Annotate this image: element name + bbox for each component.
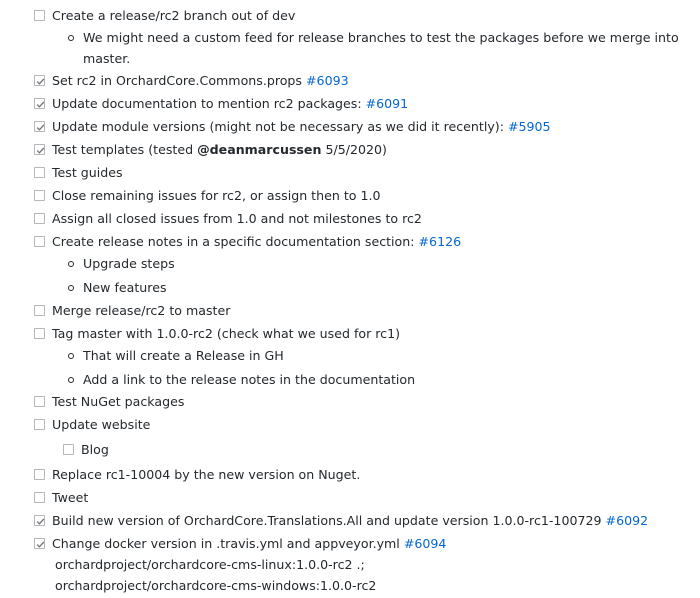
- docker-image-windows: [55, 577, 376, 594]
- issue-link[interactable]: #6126: [418, 234, 462, 249]
- issue-link[interactable]: #5905: [507, 119, 551, 134]
- task-checkbox-test-templates[interactable]: [34, 144, 45, 155]
- task-checkbox-blog[interactable]: [63, 444, 74, 455]
- task-merge-release: [52, 302, 230, 319]
- task-label: Update documentation to mention rc2 packages:: [52, 96, 366, 111]
- task-label: Merge release/rc2 to master: [52, 303, 231, 318]
- checkmark-icon: [35, 99, 46, 110]
- task-release-notes: [52, 233, 461, 250]
- note-label: New features: [83, 280, 167, 295]
- issue-link[interactable]: #6092: [605, 513, 649, 528]
- task-assign-issues: [52, 210, 422, 227]
- task-checkbox-release-notes[interactable]: [34, 236, 45, 247]
- note-add-link: [83, 371, 415, 388]
- checkmark-icon: [35, 539, 46, 550]
- note-label: orchardproject/orchardcore-cms-linux:1.0.0-rc2 .;: [55, 557, 365, 572]
- task-close-issues: [52, 187, 381, 204]
- note-create-release-gh: [83, 347, 284, 364]
- task-build-translations: [52, 512, 648, 529]
- task-checkbox-tweet[interactable]: [34, 492, 45, 503]
- task-checkbox-set-rc2[interactable]: [34, 75, 45, 86]
- bullet-icon: [68, 285, 74, 291]
- task-blog: [81, 441, 109, 458]
- task-label: Close remaining issues for rc2, or assign then to 1.0: [52, 188, 381, 203]
- task-label: Assign all closed issues from 1.0 and not milestones to rc2: [52, 211, 422, 226]
- task-label: Test guides: [52, 165, 123, 180]
- task-label: Change docker version in .travis.yml and appveyor.yml: [52, 536, 404, 551]
- task-set-rc2: [52, 72, 349, 89]
- user-mention[interactable]: @deanmarcussen: [197, 142, 322, 157]
- task-checkbox-tag-master[interactable]: [34, 328, 45, 339]
- task-label: Update website: [52, 417, 151, 432]
- task-test-nuget: [52, 393, 184, 410]
- task-checkbox-docker-version[interactable]: [34, 538, 45, 549]
- task-test-guides: [52, 164, 123, 181]
- task-checkbox-module-versions[interactable]: [34, 121, 45, 132]
- task-label: Test templates (tested: [52, 142, 198, 157]
- task-label: Build new version of OrchardCore.Translations.All and update version 1.0.0-rc1-100729: [52, 513, 606, 528]
- task-checkbox-test-nuget[interactable]: [34, 396, 45, 407]
- task-label: Create release notes in a specific documentation section:: [52, 234, 419, 249]
- note-custom-feed: [83, 29, 679, 46]
- note-label: master.: [83, 51, 131, 66]
- bullet-icon: [68, 261, 74, 267]
- task-label-date: 5/5/2020): [321, 142, 387, 157]
- issue-link[interactable]: #6094: [403, 536, 447, 551]
- task-label: Tag master with 1.0.0-rc2 (check what we used for rc1): [52, 326, 401, 341]
- task-tweet: [52, 489, 88, 506]
- task-checkbox-close-issues[interactable]: [34, 190, 45, 201]
- task-checkbox-assign-issues[interactable]: [34, 213, 45, 224]
- bullet-icon: [68, 35, 74, 41]
- task-checkbox-merge-release[interactable]: [34, 305, 45, 316]
- task-label: Replace rc1-10004 by the new version on Nuget.: [52, 467, 361, 482]
- task-module-versions: [52, 118, 551, 135]
- checkmark-icon: [35, 516, 46, 527]
- note-new-features: [83, 279, 167, 296]
- task-checkbox-create-branch[interactable]: [34, 10, 45, 21]
- note-upgrade-steps: [83, 255, 175, 272]
- task-label: Update module versions (might not be necessary as we did it recently):: [52, 119, 508, 134]
- task-label: Set rc2 in OrchardCore.Commons.props: [52, 73, 306, 88]
- note-custom-feed-cont: [83, 50, 130, 67]
- task-checkbox-update-docs[interactable]: [34, 98, 45, 109]
- issue-link[interactable]: #6091: [365, 96, 409, 111]
- issue-link[interactable]: #6093: [306, 73, 349, 88]
- note-label: Upgrade steps: [83, 256, 175, 271]
- task-replace-rc1: [52, 466, 360, 483]
- task-checkbox-test-guides[interactable]: [34, 167, 45, 178]
- checkmark-icon: [35, 122, 46, 133]
- checkmark-icon: [35, 76, 46, 87]
- task-checkbox-replace-rc1[interactable]: [34, 469, 45, 480]
- task-label: Create a release/rc2 branch out of dev: [52, 8, 296, 23]
- note-label: orchardproject/orchardcore-cms-windows:1.0.0-rc2: [55, 578, 377, 593]
- note-label: We might need a custom feed for release branches to test the packages before we merge into: [83, 30, 679, 45]
- task-test-templates: [52, 141, 387, 158]
- note-label: That will create a Release in GH: [83, 348, 284, 363]
- checkmark-icon: [35, 145, 46, 156]
- bullet-icon: [68, 377, 74, 383]
- task-tag-master: [52, 325, 400, 342]
- docker-image-linux: [55, 556, 365, 573]
- task-label: Tweet: [52, 490, 89, 505]
- task-label: Blog: [81, 442, 109, 457]
- task-update-website: [52, 416, 150, 433]
- task-label: Test NuGet packages: [52, 394, 185, 409]
- note-label: Add a link to the release notes in the documentation: [83, 372, 416, 387]
- task-docker-version: [52, 535, 446, 552]
- bullet-icon: [68, 353, 74, 359]
- task-update-docs: [52, 95, 408, 112]
- task-checkbox-update-website[interactable]: [34, 419, 45, 430]
- task-create-branch: [52, 7, 295, 24]
- task-checkbox-build-translations[interactable]: [34, 515, 45, 526]
